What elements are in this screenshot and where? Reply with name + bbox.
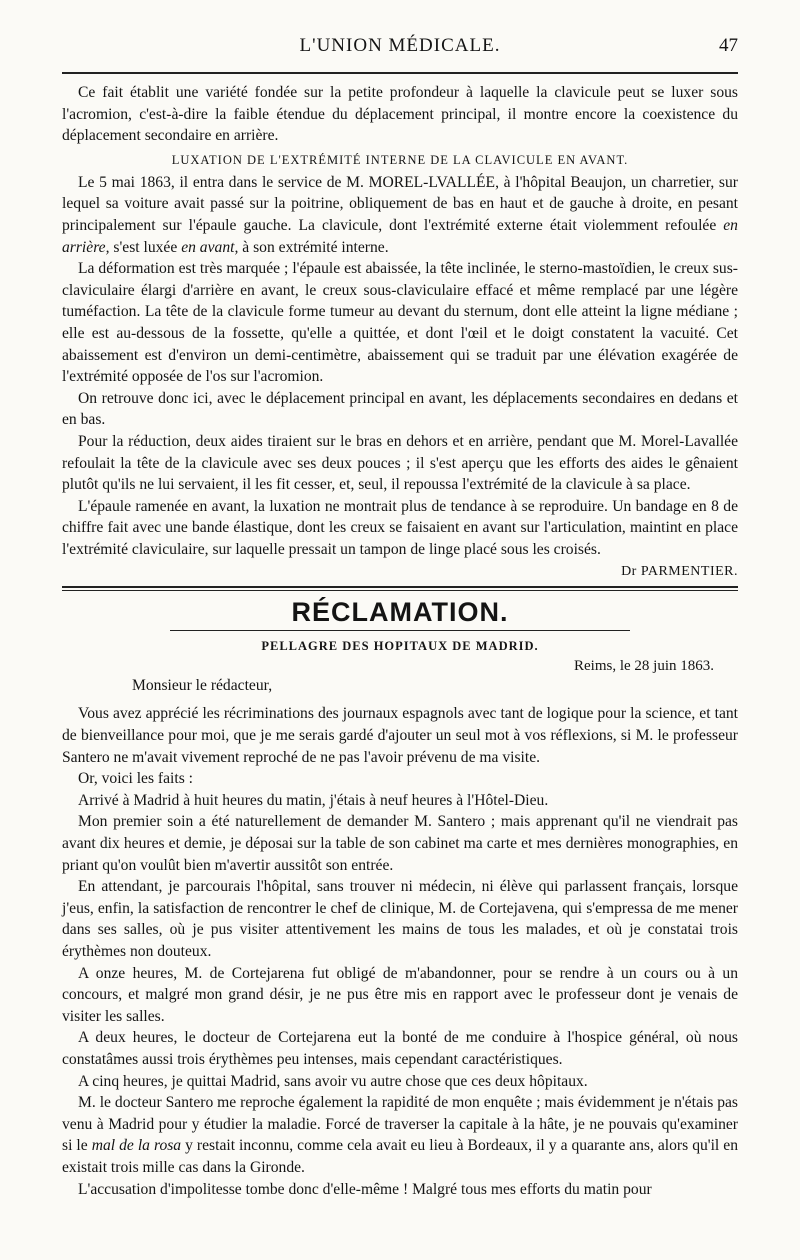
paragraph: Arrivé à Madrid à huit heures du matin, j'étais à neuf heures à l'Hôtel-Dieu. — [78, 791, 549, 809]
paragraph: Vous avez apprécié les récriminations des journaux espagnols avec tant de logique pour la science, et tant de bienveillance pour moi, que je me serais gardé d'ajouter un seul mot à vos réflexions, si M. le professeur Santero ne m'avait vivement reproché de ne pas l'avoir prévenu de ma visite. — [62, 705, 738, 766]
paragraph: En attendant, je parcourais l'hôpital, sans trouver ni médecin, ni élève qui parlassent français, lorsque j'eus, enfin, la satisfaction de rencontrer le chef de clinique, M. de Cortejavena, qui s'empressa de me mener dans ses salles, où je pus visiter attentivement les mains de tous les malades, et où je constatai trois érythèmes non douteux. — [62, 878, 738, 960]
paragraph: A cinq heures, je quittai Madrid, sans avoir vu autre chose que ces deux hôpitaux. — [78, 1072, 588, 1090]
letter-dateline: Reims, le 28 juin 1863. — [574, 658, 714, 675]
paragraph: On retrouve donc ici, avec le déplacement principal en avant, les déplacements secondaires en dedans et en bas. — [62, 389, 738, 429]
page-number: 47 — [719, 35, 738, 56]
paragraph: Mon premier soin a été naturellement de demander M. Santero ; mais apprenant qu'il ne viendrait pas avant dix heures et demie, je déposai sur la table de son cabinet ma carte et mes dernières monographies, en priant qu'on voulût bien m'avertir aussitôt son entrée. — [62, 813, 738, 874]
reclamation-title: RÉCLAMATION. — [291, 597, 509, 628]
letter-salutation: Monsieur le rédacteur, — [132, 677, 273, 695]
signature: Dr PARMENTIER. — [621, 564, 738, 580]
paragraph: M. le docteur Santero me reproche également la rapidité de mon enquête ; mais évidemment je n'étais pas venu à Madrid pour y étudier la maladie. Forcé de traverser la capitale à la hâte, je ne pouvais qu'examiner si le mal de la rosa y restait inconnu, comme cela avait eu lieu à Bordeaux, il y a quarante ans, alors qu'il en existait trois mille cas dans la Gironde. — [62, 1094, 738, 1176]
title-underline — [170, 630, 630, 631]
paragraph: A deux heures, le docteur de Cortejarena eut la bonté de me conduire à l'hospice général, où nous constatâmes aussi trois érythèmes peu intenses, mais cependant caractéristiques. — [62, 1029, 738, 1068]
reclamation-subtitle: PELLAGRE DES HOPITAUX DE MADRID. — [261, 639, 539, 654]
paragraph: L'accusation d'impolitesse tombe donc d'elle-même ! Malgré tous mes efforts du matin pour — [78, 1180, 652, 1198]
paragraph: L'épaule ramenée en avant, la luxation ne montrait plus de tendance à se reproduire. Un bandage en 8 de chiffre fait avec une bande élastique, dont les creux se faisaient en avant sur l'articulation, maintint en place l'extrémité claviculaire, sur laquelle pressait un tampon de linge placé sous les croisés. — [62, 497, 738, 558]
paragraph: Pour la réduction, deux aides tiraient sur le bras en dehors et en arrière, pendant que M. Morel-Lavallée refoulait la tête de la clavicule avec ses deux pouces ; il s'est aperçu que les efforts des aides le gênaient plutôt qu'ils ne lui servaient, il les fit cesser, et, seul, il repoussa l'extrémité de la clavicule à sa place. — [62, 432, 738, 494]
page-header — [62, 0, 738, 56]
running-title: L'UNION MÉDICALE. — [299, 35, 501, 56]
paragraph: Ce fait établit une variété fondée sur la petite profondeur à laquelle la clavicule peut se luxer sous l'acromion, c'est-à-dire la faible étendue du déplacement principal, il montre encore la coexistence du déplacement secondaire en arrière. — [62, 84, 738, 145]
paragraph: Or, voici les faits : — [78, 770, 194, 788]
section-title: LUXATION DE L'EXTRÉMITÉ INTERNE DE LA CLAVICULE EN AVANT. — [171, 152, 629, 167]
paragraph: La déformation est très marquée ; l'épaule est abaissée, la tête inclinée, le sterno-mastoïdien, le creux sus-claviculaire élargi d'arrière en avant, le creux sous-claviculaire effacé et même remplacé par une légère tuméfaction. La tête de la clavicule forme tumeur au devant du sternum, dont elle atteint la ligne médiane ; elle est au-dessous de la fossette, qu'elle a quittée, et dont l'œil et le doigt constatent la vacuité. Cet abaissement est d'environ un demi-centimètre, abaissement qui se traduit par une élévation exagérée de l'extrémité opposée de l'os sur l'acromion. — [62, 260, 738, 386]
paragraph: Le 5 mai 1863, il entra dans le service de M. MOREL-LVALLÉE, à l'hôpital Beaujon, un charretier, sur lequel sa voiture avait passé sur la poitrine, obliquement de bas en haut et de gauche à droite, en pesant principalement sur l'épaule gauche. La clavicule, dont l'extrémité externe était violemment refoulée en arrière, s'est luxée en avant, à son extrémité interne. — [62, 173, 738, 256]
section-divider — [62, 586, 738, 591]
header-rule — [62, 72, 738, 74]
paragraph: A onze heures, M. de Cortejarena fut obligé de m'abandonner, pour se rendre à un cours ou à un concours, et malgré mon grand désir, je ne pus être mis en rapport avec le professeur dont je venais de visiter les salles. — [62, 964, 738, 1025]
